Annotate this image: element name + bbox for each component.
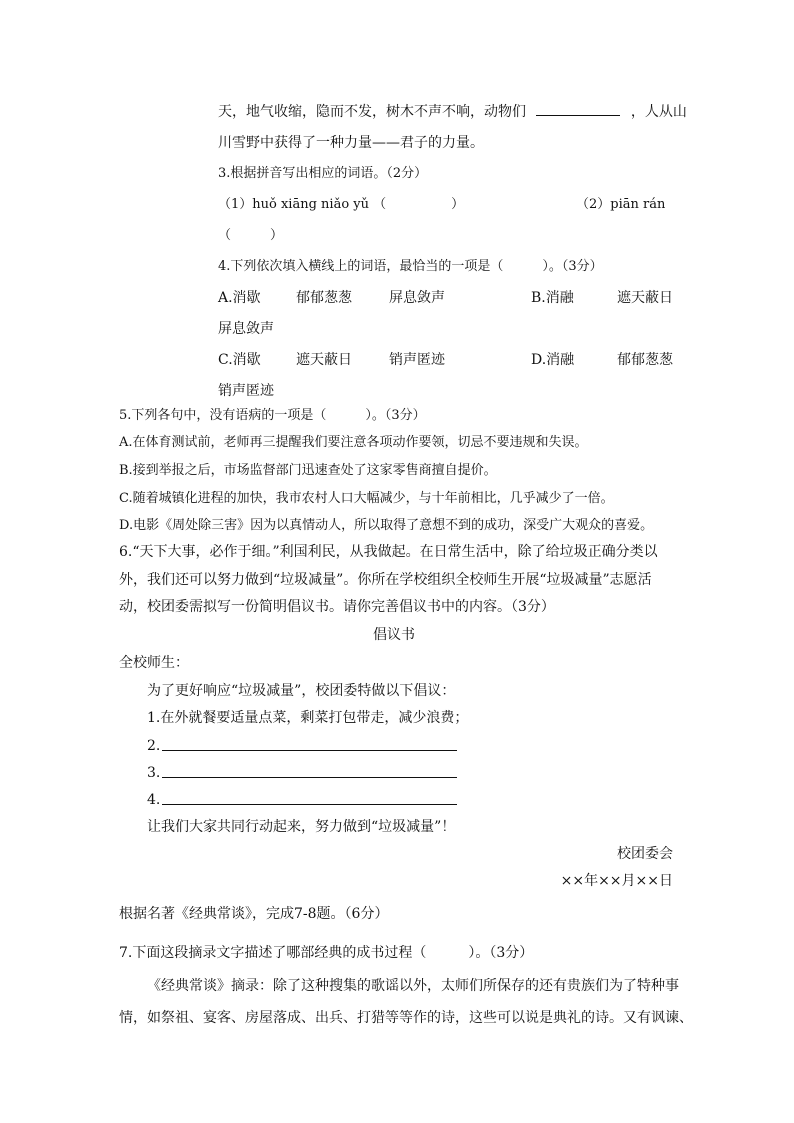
q4-option-a-word3: 屏息敛声 xyxy=(389,290,445,306)
q6-line3: 动，校团委需拟写一份简明倡议书。请你完善倡议书中的内容。（3分） xyxy=(119,599,555,615)
proposal-date: ××年××月××日 xyxy=(560,873,673,889)
q5-option-c: C.随着城镇化进程的加快，我市农村人口大幅减少，与十年前相比，几乎减少了一倍。 xyxy=(119,491,614,506)
q4-option-c-label: C.消歇 xyxy=(218,352,261,368)
q4-option-d-word3: 销声匿迹 xyxy=(218,383,274,399)
q6-line2: 外，我们还可以努力做到“垃圾减量”。你所在学校组织全校师生开展“垃圾减量”志愿活 xyxy=(119,572,652,588)
q2-text-before: 天，地气收缩，隐而不发，树木不声不响，动物们 xyxy=(218,104,526,120)
proposal-salutation: 全校师生： xyxy=(119,655,189,671)
q7-stem: 7.下面这段摘录文字描述了哪部经典的成书过程（ ）。（3分） xyxy=(119,945,534,961)
q5-option-d: D.电影《周处除三害》因为以真情动人，所以取得了意想不到的成功，深受广大观众的喜爱。 xyxy=(119,518,654,533)
q2-tail-line2: 川雪野中获得了一种力量——君子的力量。 xyxy=(218,135,484,151)
q2-text-after: ，人从山 xyxy=(630,104,687,120)
q7-excerpt-line2: 情，如祭祖、宴客、房屋落成、出兵、打猎等等作的诗，这些可以说是典礼的诗。又有讽谏、 xyxy=(119,1010,693,1026)
proposal-signature: 校团委会 xyxy=(617,846,673,862)
proposal-title: 倡议书 xyxy=(373,627,415,643)
proposal-intro: 为了更好响应“垃圾减量”，校团委特做以下倡议： xyxy=(147,683,456,699)
proposal-item3-blank[interactable] xyxy=(162,777,457,778)
q7-excerpt-line1: 《经典常谈》摘录：除了这种搜集的歌谣以外，太师们所保存的还有贵族们为了特种事 xyxy=(147,978,679,994)
q4-option-b-label: B.消融 xyxy=(531,290,574,306)
q4-option-b-word2: 遮天蔽日 xyxy=(617,290,673,306)
q3-item2-paren: （ ） xyxy=(218,228,284,243)
q4-option-a-label: A.消歇 xyxy=(218,290,261,306)
q3-item1: （1）huǒ xiāng niǎo yǔ （ ） xyxy=(218,197,465,212)
proposal-item3-number: 3. xyxy=(147,765,161,781)
q3-item2: （2）piān rán xyxy=(576,197,666,212)
q6-line1: 6.“天下大事，必作于细。”利国利民，从我做起。在日常生活中，除了给垃圾正确分类以 xyxy=(119,544,658,560)
proposal-closing: 让我们大家共同行动起来，努力做到“垃圾减量”！ xyxy=(147,819,456,835)
q4-option-d-label: D.消融 xyxy=(531,352,575,368)
section-intro: 根据名著《经典常谈》，完成7-8题。（6分） xyxy=(119,906,389,922)
q2-tail-line1 xyxy=(218,103,687,121)
q4-option-c-word3: 销声匿迹 xyxy=(389,352,445,368)
q5-option-a: A.在体育测试前，老师再三提醒我们要注意各项动作要领，切忌不要违规和失误。 xyxy=(119,435,588,450)
q4-stem: 4.下列依次填入横线上的词语，最恰当的一项是（ ）。（3分） xyxy=(218,259,603,274)
proposal-item4-number: 4. xyxy=(147,792,161,808)
q5-stem: 5.下列各句中，没有语病的一项是（ ）。（3分） xyxy=(119,408,426,423)
proposal-item4-blank[interactable] xyxy=(162,804,457,805)
q4-option-b-word3: 屏息敛声 xyxy=(218,321,274,337)
proposal-item2-blank[interactable] xyxy=(162,750,457,751)
q5-option-b: B.接到举报之后，市场监督部门迅速查处了这家零售商擅自提价。 xyxy=(119,463,497,478)
proposal-item2-number: 2. xyxy=(147,738,161,754)
q4-option-d-word2: 郁郁葱葱 xyxy=(617,352,673,368)
proposal-item1: 1.在外就餐要适量点菜，剩菜打包带走，减少浪费； xyxy=(147,710,469,726)
answer-blank[interactable] xyxy=(536,103,620,116)
q4-option-c-word2: 遮天蔽日 xyxy=(296,352,352,368)
q4-option-a-word2: 郁郁葱葱 xyxy=(296,290,352,306)
q3-stem: 3.根据拼音写出相应的词语。（2分） xyxy=(218,166,428,181)
